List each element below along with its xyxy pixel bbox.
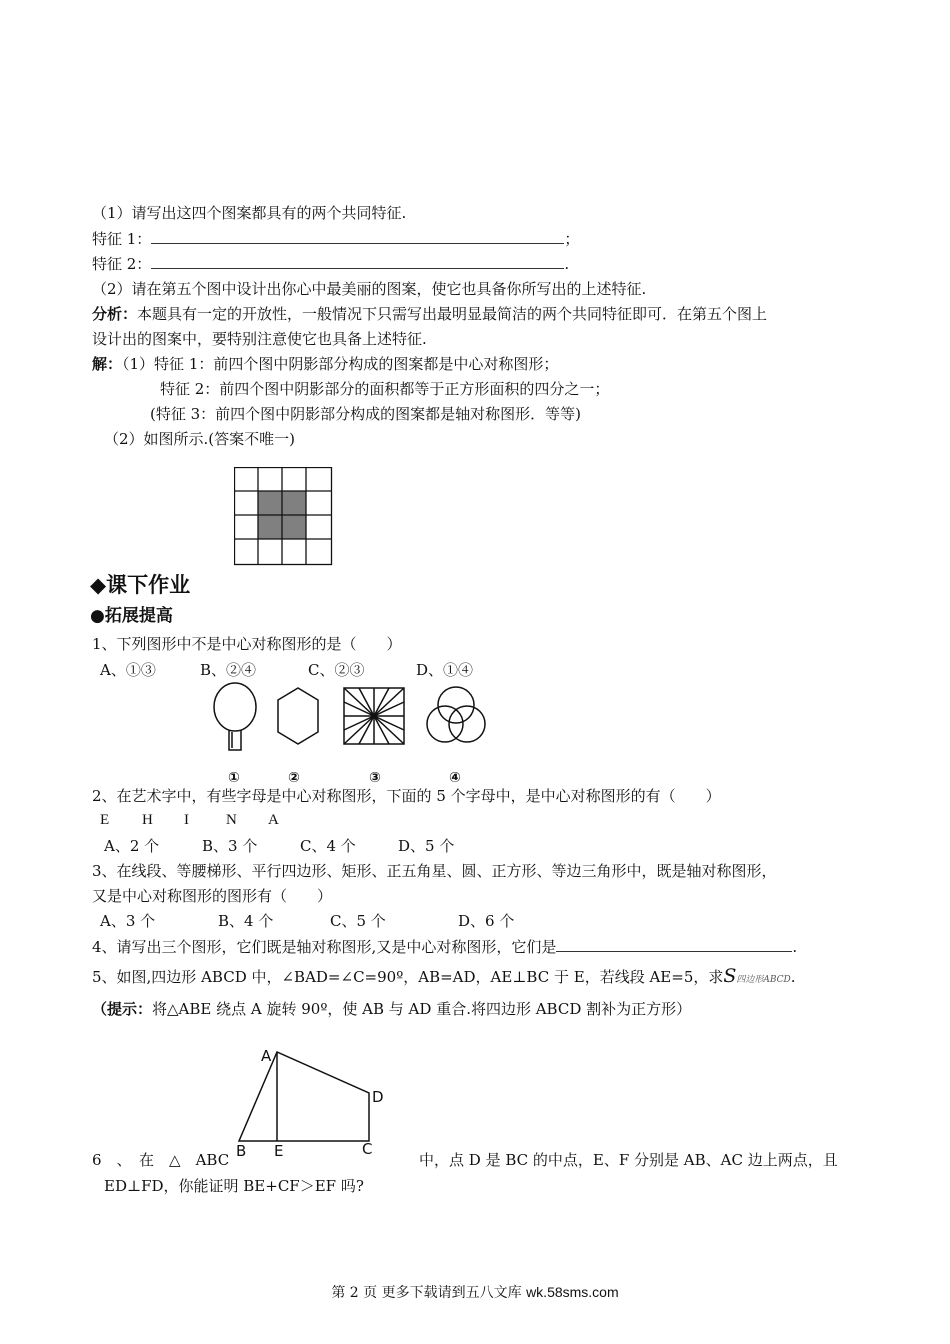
quadrilateral-abcd: [239, 1052, 369, 1141]
hw-q3-options: [100, 911, 514, 931]
hw-q2-options: [104, 836, 454, 856]
section-subtitle: ●拓展提高: [90, 606, 173, 626]
option-c[interactable]: C、②③: [308, 661, 365, 679]
q1-figures: [200, 682, 500, 782]
hw-question-2: 2、在艺术字中，有些字母是中心对称图形，下面的 5 个字母中，是中心对称图形的有（ ）: [92, 787, 721, 805]
analysis-text-1: 本题具有一定的开放性，一般情况下只需写出最明显最简洁的两个共同特征即可．在第五个图上: [137, 305, 768, 323]
hint-text: 将△ABE 绕点 A 旋转 90º，使 AB 与 AD 重合.将四边形 ABCD 割补为正方形）: [152, 1000, 692, 1018]
letter-a: A: [268, 812, 279, 828]
page-footer: [0, 1282, 950, 1302]
point-d: D: [372, 1088, 384, 1106]
hexagon-figure: [278, 688, 318, 744]
hw-q1-options: [100, 660, 473, 680]
area-subscript: 四边形ABCD: [736, 975, 791, 985]
footer-site-link[interactable]: wk.58sms.com: [526, 1284, 619, 1300]
figure-label-2: ②: [288, 770, 300, 786]
feature-1-label: 特征 1：: [92, 230, 152, 248]
feature-1-line: [92, 229, 579, 249]
option-b[interactable]: B、3 个: [202, 837, 258, 855]
question-4-end: .: [792, 938, 798, 956]
point-b: B: [236, 1142, 247, 1160]
section-title: ◆课下作业: [90, 573, 191, 597]
area-symbol: S: [723, 965, 737, 987]
hw-question-5: [92, 966, 796, 990]
option-d[interactable]: D、5 个: [398, 837, 455, 855]
question-5-end: .: [790, 968, 796, 986]
pinwheel-figure: [344, 688, 404, 744]
analysis-label: 分析：: [92, 305, 138, 323]
option-c[interactable]: C、4 个: [300, 837, 356, 855]
question-4-text: 4、请写出三个图形，它们既是轴对称图形,又是中心对称图形，它们是: [92, 938, 557, 956]
point-a: A: [261, 1047, 272, 1065]
analysis-line-1: [92, 304, 767, 324]
hw-question-6-line-2: ED⊥FD，你能证明 BE+CF＞EF 吗?: [104, 1177, 364, 1195]
hw-question-3-line-1: 3、在线段、等腰梯形、平行四边形、矩形、正五角星、圆、正方形、等边三角形中，既是轴对称图形，: [92, 862, 777, 880]
solution-line-1: [92, 354, 558, 374]
solution-label: 解：: [92, 355, 123, 373]
figure-label-3: ③: [369, 770, 381, 786]
figure-label-4: ④: [449, 770, 461, 786]
option-b[interactable]: B、4 个: [218, 912, 274, 930]
hw-q2-letters: [100, 810, 279, 830]
hw-question-4: [92, 937, 797, 957]
option-a[interactable]: A、①③: [100, 661, 156, 679]
solution-text-1: （1）特征 1：前四个图中阴影部分构成的图案都是中心对称图形；: [122, 355, 559, 373]
question-5-text: 5、如图,四边形 ABCD 中，∠BAD=∠C=90º，AB=AD，AE⊥BC 于 E，若线段 AE=5，求: [92, 968, 724, 986]
hw-question-6-text: 中，点 D 是 BC 的中点，E、F 分别是 AB、AC 边上两点，且: [419, 1151, 838, 1169]
option-b[interactable]: B、②④: [200, 661, 257, 679]
hw-question-1: 1、下列图形中不是中心对称图形的是（ ）: [92, 635, 402, 653]
answer-blank[interactable]: [556, 937, 792, 952]
footer-text: 第 2 页 更多下载请到五八文库: [331, 1285, 527, 1301]
feature-1-end: ；: [564, 230, 580, 248]
hint-label: （提示：: [92, 1000, 153, 1018]
point-e: E: [274, 1142, 284, 1160]
question-2-text: （2）请在第五个图中设计出你心中最美丽的图案，使它也具备你所写出的上述特征.: [92, 280, 647, 298]
feature-1-blank[interactable]: [151, 229, 564, 244]
solution-line-3: (特征 3：前四个图中阴影部分构成的图案都是轴对称图形．等等): [150, 405, 582, 423]
point-c: C: [362, 1140, 373, 1158]
feature-2-blank[interactable]: [151, 254, 564, 269]
letter-e: E: [100, 812, 110, 828]
hw-question-6-prefix: 6 、 在 △ ABC: [92, 1151, 230, 1169]
letter-i: I: [184, 812, 189, 828]
paddle-figure: [214, 683, 256, 750]
feature-2-line: [92, 254, 569, 274]
letter-n: N: [226, 812, 237, 828]
trefoil-figure: [427, 687, 485, 742]
option-c[interactable]: C、5 个: [330, 912, 386, 930]
solution-line-2: 特征 2：前四个图中阴影部分的面积都等于正方形面积的四分之一；: [160, 380, 610, 398]
figure-label-1: ①: [228, 770, 240, 786]
answer-grid-figure: [234, 467, 334, 567]
question-1-text: （1）请写出这四个图案都具有的两个共同特征.: [92, 204, 407, 222]
hw-question-3-line-2: 又是中心对称图形的图形有（ ）: [92, 887, 333, 905]
option-d[interactable]: D、6 个: [458, 912, 515, 930]
feature-2-end: .: [564, 255, 570, 273]
solution-line-4: （2）如图所示.(答案不唯一): [104, 430, 296, 448]
letter-h: H: [142, 812, 153, 828]
hw-question-5-hint: [92, 999, 691, 1019]
analysis-line-2: 设计出的图案中，要特别注意使它也具备上述特征.: [92, 330, 427, 348]
option-a[interactable]: A、3 个: [100, 912, 156, 930]
option-d[interactable]: D、①④: [416, 661, 474, 679]
feature-2-label: 特征 2：: [92, 255, 152, 273]
option-a[interactable]: A、2 个: [104, 837, 160, 855]
